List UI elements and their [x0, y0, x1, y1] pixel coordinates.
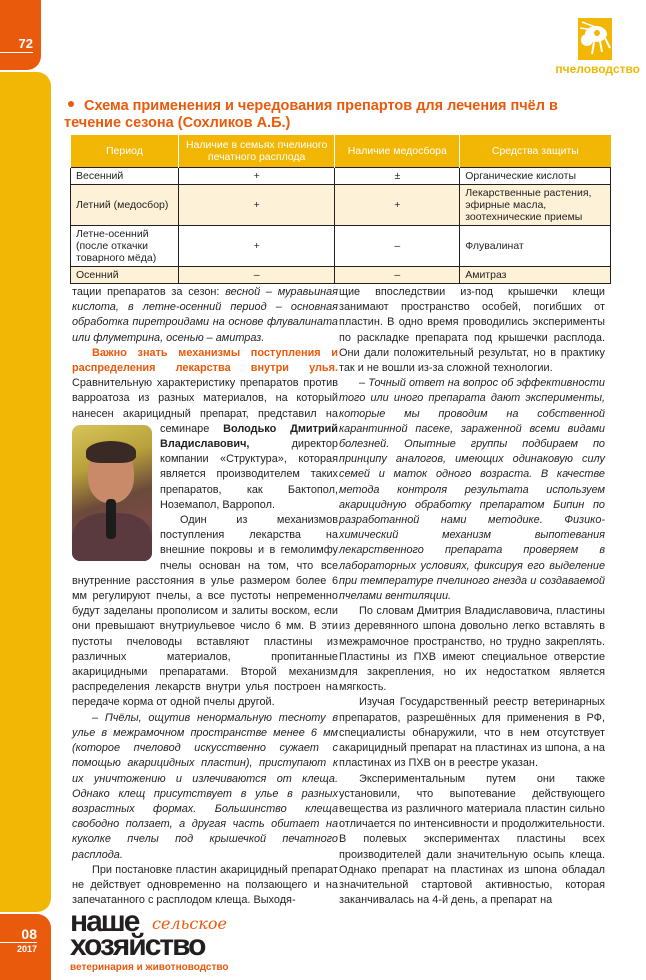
header-period: Период	[71, 135, 179, 168]
speaker-name: Володько Дмитрий Владиславович,	[160, 422, 338, 451]
italic-text: – Точный ответ на вопрос об эффективности того или иного препарата дают эксперименты, которые мы проводим на собственной карантинной пасеке, зараженной всеми видами болезней. Опытные группы подбираем по принципу аналогов, имеющих одинаковую силу семей и маток одного возраста. В качестве метода контроля результата используем акарицидную обработку препаратом Бипин по разработанной нами методике. Физико-химический механизм выпотевания лекарственного препарата проверяем в лабораторных условиях, фиксируя его выделение при температуре пчелиного гнезда и создаваемой пчелами вентиляции.	[339, 377, 605, 603]
cell-brood: –	[178, 267, 335, 284]
cell-honeyflow: –	[335, 267, 460, 284]
paragraph: Один из механизмов поступления лекарства на внешние покровы и в гемолимфу пчелы основан на том, что все внутренние расстояния в улье размером более 6 мм регулируют пчелы, а все пустоты непременно будут заделаны прополисом и залиты воском, если они превышают внутриульевое число 6 мм. В эти пустоты пчеловоды вставляют пластины из различных материалов, пропитанные акарицидными препаратами. Второй механизм распределения лекарств внутри улья построен на передаче корма от одной пчелы другой.	[72, 514, 338, 709]
cell-means: Лекарственные растения, эфирные масла, зоотехнические приемы	[460, 185, 611, 226]
table-row	[71, 267, 611, 284]
logo-subtitle: ветеринария и животноводство	[70, 962, 229, 973]
cell-means: Амитраз	[460, 267, 611, 284]
page-tab-side	[0, 72, 51, 912]
cell-honeyflow: –	[335, 226, 460, 267]
page-tab-top	[0, 0, 41, 70]
page-number: 72	[0, 36, 33, 53]
treatment-schedule-table	[70, 135, 611, 284]
bullet-icon	[68, 101, 74, 107]
logo-line-2: хозяйство	[70, 929, 205, 962]
cell-brood: +	[178, 168, 335, 185]
paragraph	[72, 285, 338, 346]
section-label: пчеловодство	[555, 62, 640, 76]
paragraph: Изучая Государственный реестр ветеринарных препаратов, разрешённых для применения в РФ, специалисты обнаружили, что в нем отсутствует акарицидный препарат на пластинах из шпона, а на пластинах из ПХВ он в реестре указан.	[339, 696, 605, 770]
speaker-photo	[72, 425, 152, 561]
paragraph: По словам Дмитрия Владиславовича, пластины из деревянного шпона довольно легко вставлять в межрамочное пространство, но трудно закреплять. Пластины из ПХВ имеют специальное отверстие для закрепления, но их недостатком является мягкость.	[339, 605, 605, 694]
cell-period: Летний (медосбор)	[71, 185, 179, 226]
italic-text: весной – муравьиная кислота, в летне-осенний период – основная обработка пиретроидами на основе флувалината или флуметрина, осенью – амитраз.	[72, 286, 338, 344]
cell-period: Весенний	[71, 168, 179, 185]
paragraph: щие впоследствии из-под крышечки клещи занимают пространство особей, погибших от пластин. В одно время проводились эксперименты по раскладке препарата под крышечки расплода. Они дали положительный результат, но в практику так и не вошли из-за сложной технологии.	[339, 286, 605, 375]
table-header-row	[71, 135, 611, 168]
cell-period: Осенний	[71, 267, 179, 284]
table-title	[64, 98, 614, 132]
table-row	[71, 185, 611, 226]
header-means: Средства защиты	[460, 135, 611, 168]
header-honeyflow: Наличие медосбора	[335, 135, 460, 168]
text: Сравнительную характеристику препаратов против варроатоза из разных материалов, на который нанесен акарицидный препарат, представил на семинаре	[72, 377, 338, 435]
quote-paragraph	[339, 376, 605, 604]
subheading: Важно знать механизмы поступления и распределения лекарства внутри улья.	[72, 346, 338, 375]
article-column-1	[72, 285, 338, 908]
text: тации препаратов за сезон:	[72, 286, 226, 298]
table-row	[71, 168, 611, 185]
cell-means: Органические кислоты	[460, 168, 611, 185]
cell-honeyflow: +	[335, 185, 460, 226]
text: директор компании «Структура», которая является производителем таких препаратов, как Бактопол, Ноземапол, Варропол.	[160, 438, 338, 511]
issue-info	[0, 926, 37, 955]
cell-means: Флувалинат	[460, 226, 611, 267]
paragraph: Экспериментальным путем они также установили, что выпотевание действующего вещества из различного материала пластин сильно отличается по интенсивности и продолжительности. В полевых экспериментах пластины всех производителей дали значительную осыпь клеща. Однако препарат на пластинах из шпона обладал значительной стартовой активностью, которая заканчивалась на 4-й день, а препарат на	[339, 772, 605, 907]
magazine-logo	[70, 905, 270, 978]
logo-line-1: наше	[70, 905, 139, 938]
paragraph: При постановке пластин акарицидный препарат не действует одновременно на ползающего и на запечатанного с расплодом клеща. Выходя-	[72, 863, 338, 907]
bee-icon	[578, 18, 612, 60]
article-column-2	[339, 285, 605, 908]
microphone-icon	[106, 499, 116, 539]
logo-script: сельское	[152, 914, 227, 933]
italic-text: – Пчёлы, ощутив ненормальную тесноту в улье в межрамочном пространстве менее 6 мм (которое пчеловод искусственно сужает с помощью акарицидных пластин), приступают к их уничтожению и излечиваются от клеща. Однако клещ присутствует в улье в разных возрастных формах. Большинство клеща свободно ползает, а другая часть обитает на куколке пчелы под крышечкой печатного расплода.	[72, 711, 338, 861]
issue-number: 08	[0, 926, 37, 943]
table-title-text: Схема применения и чередования препартов для лечения пчёл в течение сезона (Сохликов А.Б.)	[64, 98, 558, 131]
cell-honeyflow: ±	[335, 168, 460, 185]
paragraph	[72, 346, 338, 513]
header-brood: Наличие в семьях пчелиного печатного расплода	[178, 135, 335, 168]
quote-paragraph	[72, 711, 338, 863]
issue-year: 2017	[16, 944, 37, 954]
cell-brood: +	[178, 185, 335, 226]
section-logo	[540, 18, 640, 80]
cell-period: Летне-осенний (после откачки товарного мёда)	[71, 226, 179, 267]
cell-brood: +	[178, 226, 335, 267]
table-row	[71, 226, 611, 267]
